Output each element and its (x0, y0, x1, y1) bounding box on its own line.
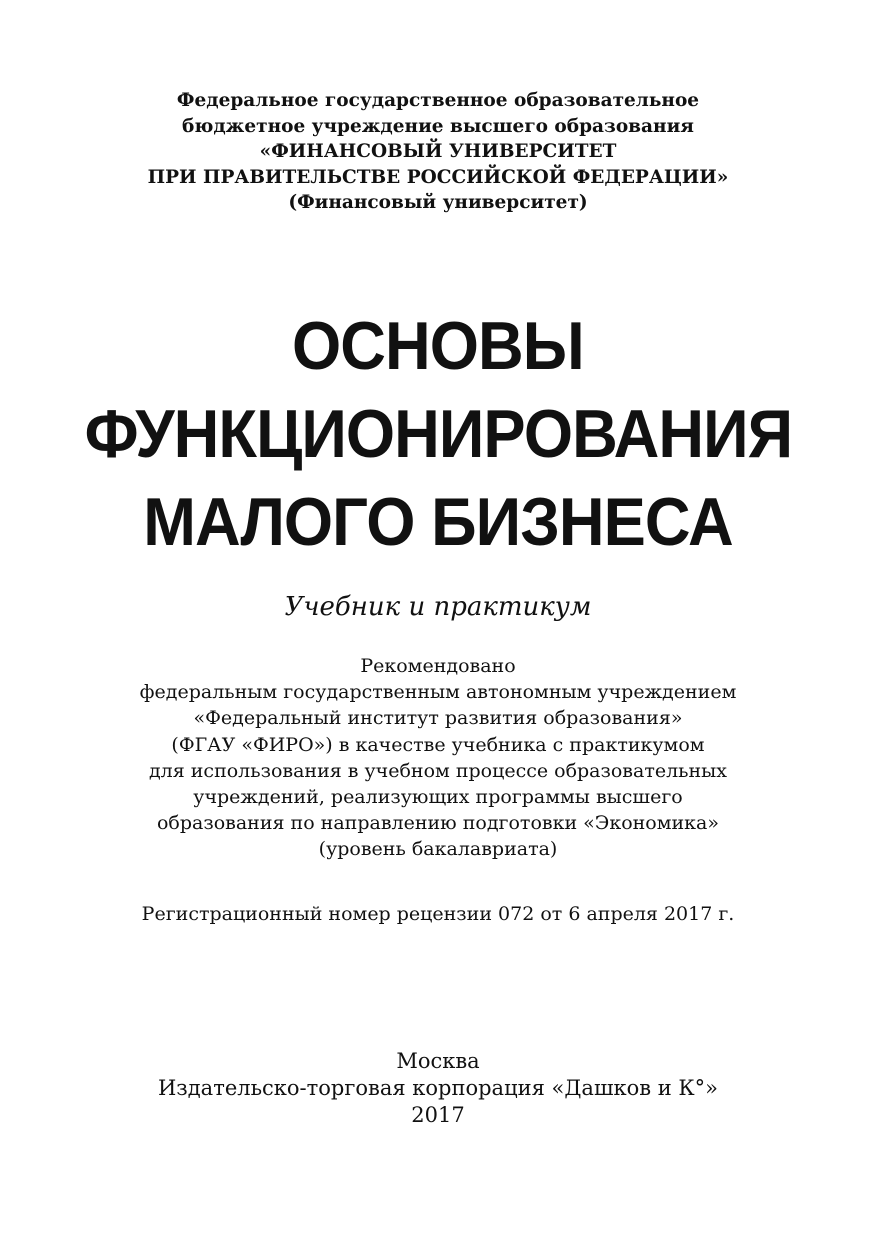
imprint-publisher: Издательско-торговая корпорация «Дашков и К°» (157, 1076, 719, 1100)
registration-number: Регистрационный номер рецензии 072 от 6 апреля 2017 г. (141, 903, 735, 925)
imprint-year: 2017 (411, 1103, 465, 1127)
institution-line-1: Федеральное государственное образовательное (176, 90, 700, 111)
recommendation-line-4: (ФГАУ «ФИРО») в качестве учебника с практикумом (171, 733, 705, 756)
institution-line-2: бюджетное учреждение высшего образования (182, 115, 694, 137)
book-subtitle: Учебник и практикум (284, 592, 592, 622)
recommendation-line-2: федеральным государственным автономным учреждением (139, 681, 737, 704)
imprint-city: Москва (396, 1049, 480, 1073)
recommendation-text (0, 653, 876, 863)
institution-header (0, 88, 876, 216)
recommendation-line-5: для использования в учебном процессе образовательных (148, 759, 728, 782)
institution-line-3: «ФИНАНСОВЫЙ УНИВЕРСИТЕТ (259, 141, 617, 162)
book-title-line-1: ОСНОВЫ (292, 308, 584, 384)
recommendation-line-7: образования по направлению подготовки «Экономика» (156, 812, 720, 835)
book-title-line-2: ФУНКЦИОНИРОВАНИЯ (84, 396, 792, 472)
institution-line-5: (Финансовый университет) (288, 192, 588, 213)
book-title (0, 302, 876, 566)
publisher-imprint (0, 1048, 876, 1129)
recommendation-line-1: Рекомендовано (360, 655, 516, 677)
recommendation-line-6: учреждений, реализующих программы высшего (193, 786, 683, 809)
institution-line-4: ПРИ ПРАВИТЕЛЬСТВЕ РОССИЙСКОЙ ФЕДЕРАЦИИ» (147, 166, 729, 188)
recommendation-line-8: (уровень бакалавриата) (318, 838, 558, 861)
recommendation-line-3: «Федеральный институт развития образования» (193, 707, 683, 730)
book-title-line-3: МАЛОГО БИЗНЕСА (143, 484, 733, 560)
